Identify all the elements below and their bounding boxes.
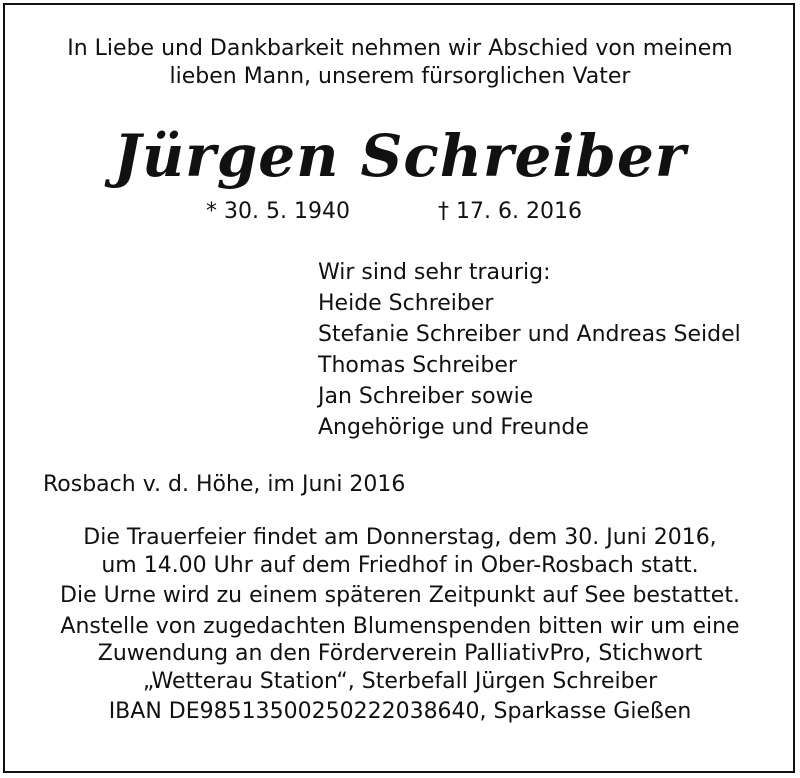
death-date: † 17. 6. 2016 bbox=[438, 199, 582, 224]
donation-line-3: „Wetterau Station“, Sterbefall Jürgen Schreiber bbox=[142, 668, 658, 694]
mourner-name: Angehörige und Freunde bbox=[318, 415, 589, 440]
urn-line: Die Urne wird zu einem späteren Zeitpunkt auf See bestattet. bbox=[60, 583, 740, 608]
funeral-details bbox=[0, 524, 800, 726]
mourner-name: Heide Schreiber bbox=[318, 291, 494, 316]
place-and-date: Rosbach v. d. Höhe, im Juni 2016 bbox=[43, 472, 406, 497]
intro-line-2: lieben Mann, unserem fürsorglichen Vater bbox=[169, 64, 631, 89]
mourners-heading: Wir sind sehr traurig: bbox=[318, 260, 551, 285]
birth-date: * 30. 5. 1940 bbox=[206, 199, 350, 224]
deceased-name: Jürgen Schreiber bbox=[113, 122, 687, 190]
iban-line: IBAN DE98513500250222038640, Sparkasse Gießen bbox=[108, 699, 692, 724]
intro-line-1: In Liebe und Dankbarkeit nehmen wir Abschied von meinem bbox=[67, 36, 733, 61]
intro-text bbox=[0, 35, 800, 91]
funeral-line-2: um 14.00 Uhr auf dem Friedhof in Ober-Rosbach statt. bbox=[101, 552, 699, 578]
donation-line-2: Zuwendung an den Förderverein PalliativPro, Stichwort bbox=[97, 641, 703, 666]
mourner-name: Jan Schreiber sowie bbox=[318, 384, 534, 409]
mourner-name: Stefanie Schreiber und Andreas Seidel bbox=[318, 322, 741, 347]
funeral-line-1: Die Trauerfeier findet am Donnerstag, dem 30. Juni 2016, bbox=[83, 525, 717, 550]
donation-line-1: Anstelle von zugedachten Blumenspenden bitten wir um eine bbox=[60, 613, 740, 639]
mourner-name: Thomas Schreiber bbox=[318, 353, 517, 378]
mourners-list bbox=[318, 257, 741, 443]
